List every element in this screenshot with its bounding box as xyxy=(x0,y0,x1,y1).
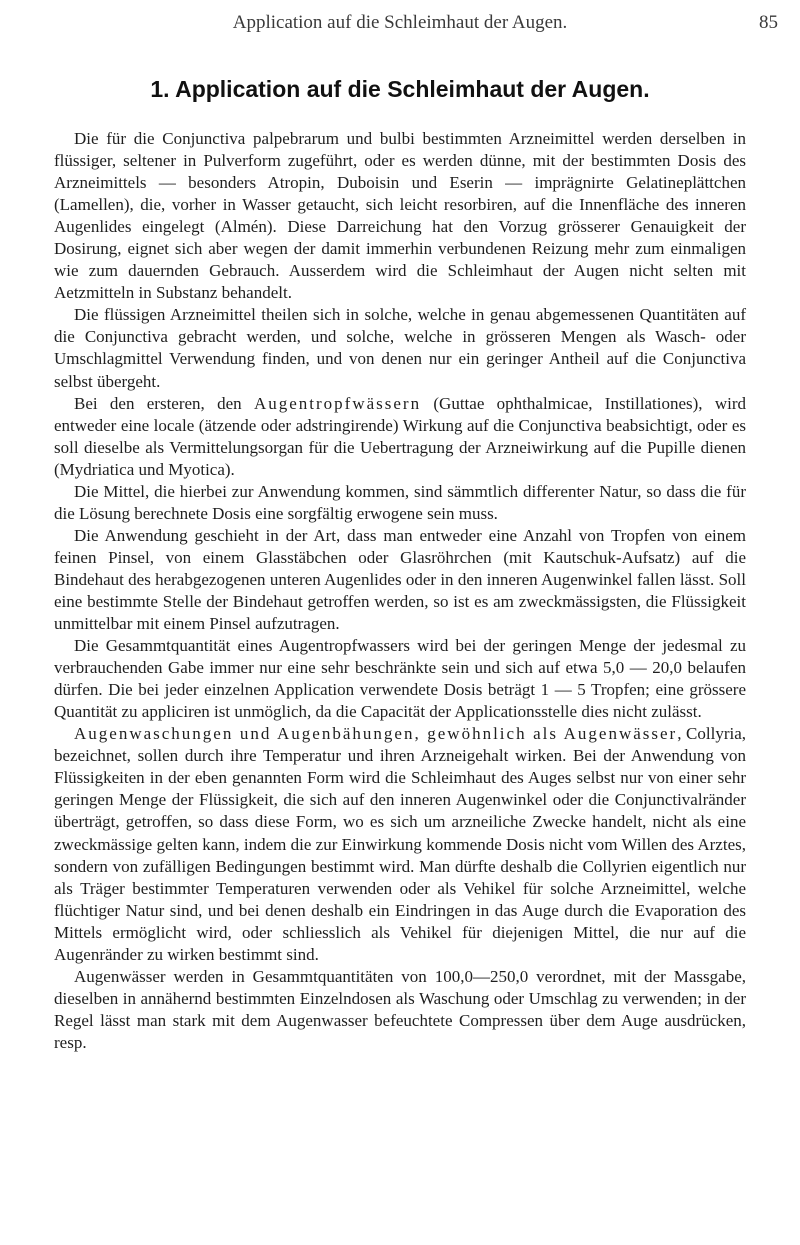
body-text xyxy=(54,128,746,1054)
running-head xyxy=(0,12,800,36)
paragraph: Die Anwendung geschieht in der Art, dass man entweder eine Anzahl von Tropfen von einem feinen Pinsel, von einem Glasstäbchen oder Glasröhrchen (mit Kautschuk-Aufsatz) auf die Bindehaut des herabgezogenen unteren Augenlides oder in den inneren Augenwinkel fallen lässt. Soll eine bestimmte Stelle der Bindehaut getroffen werden, so ist es am zweckmässigsten, die Flüssigkeit unmittelbar mit einem Pinsel aufzutragen. xyxy=(54,525,746,634)
paragraph: Die Mittel, die hierbei zur Anwendung kommen, sind sämmtlich differenter Natur, so dass die für die Lösung berechnete Dosis eine sorgfältig erwogene sein muss. xyxy=(54,481,746,523)
paragraph: Die flüssigen Arzneimittel theilen sich in solche, welche in genau abgemessenen Quantitäten auf die Conjunctiva gebracht werden, und solche, welche in grösseren Mengen als Wasch- oder Umschlagmittel Verwendung finden, und von denen nur ein geringer Antheil auf die Conjunctiva selbst übergeht. xyxy=(54,305,746,391)
section-title: 1. Application auf die Schleimhaut der Augen. xyxy=(150,76,650,102)
emphasized-term: Augentropfwässern xyxy=(253,393,422,413)
emphasized-term: Augenwaschungen und Augenbähungen, gewöhnlich als Augenwässer xyxy=(74,724,678,744)
paragraph: Die Gesammtquantität eines Augentropfwassers wird bei der geringen Menge der jedesmal zu verbrauchenden Gabe immer nur eine sehr beschränkte sein und sich auf etwa 5,0 — 20,0 belaufen dürfen. Die bei jeder einzelnen Application verwendete Dosis beträgt 1 — 5 Tropfen; eine grössere Quantität zu appliciren ist unmöglich, da die Capacität der Applicationsstelle dies nicht zulässt. xyxy=(54,636,746,722)
paragraph: Augenwässer werden in Gesammtquantitäten von 100,0—250,0 verordnet, mit der Massgabe, dieselben in annähernd bestimmten Einzelndosen als Waschung oder Umschlag zu verwenden; in der Regel lässt man stark mit dem Augenwasser befeuchtete Compressen über dem Auge ausdrücken, resp. xyxy=(54,966,746,1052)
page-number: 85 xyxy=(759,12,778,33)
paragraph: Augenwaschungen und Augenbähungen, gewöhnlich als Augenwässer, Collyria, bezeichnet, sollen durch ihre Temperatur und ihren Arzneigehalt wirken. Bei der Anwendung von Flüssigkeiten in der eben genannten Form wird die Schleimhaut des Auges selbst nur von einer sehr geringen Menge der Flüssigkeit, die sich auf den inneren Augenwinkel oder die Conjunctivalränder überträgt, getroffen, so dass diese Form, wo es sich um arzneiliche Zwecke handelt, nicht als eine zweckmässige gelten kann, indem die zur Einwirkung kommende Dosis nicht vom Willen des Arztes, sondern von zufälligen Bedingungen bestimmt wird. Man dürfte deshalb die Collyrien eigentlich nur als Träger bestimmter Temperaturen verwenden oder als Vehikel für solche Arzneimittel, welche flüchtiger Natur sind, und bei denen deshalb ein Eindringen in das Auge durch die Evaporation des Mittels ermöglicht wird, oder schliesslich als Vehikel für diejenigen Mittel, die nur auf die Augenränder zu wirken bestimmt sind. xyxy=(54,724,746,964)
paragraph: Bei den ersteren, den Augentropfwässern (Guttae ophthalmicae, Instillationes), wird entweder eine locale (ätzende oder adstringirende) Wirkung auf die Conjunctiva beabsichtigt, oder es soll dieselbe als Vermittelungsorgan für die Uebertragung der Arzneiwirkung auf die Pupille dienen (Mydriatica und Myotica). xyxy=(54,393,746,479)
running-title: Application auf die Schleimhaut der Augen. xyxy=(232,12,568,33)
paragraph: Die für die Conjunctiva palpebrarum und bulbi bestimmten Arzneimittel werden derselben in flüssiger, seltener in Pulverform zugeführt, oder es werden dünne, mit der bestimmten Dosis des Arzneimittels — besonders Atropin, Duboisin und Eserin — imprägnirte Gelatineplättchen (Lamellen), die, vorher in Wasser getaucht, sich leicht resorbiren, auf die Innenfläche des inneren Augenlides eingelegt (Almén). Diese Darreichung hat den Vorzug grösserer Genauigkeit der Dosirung, eignet sich aber wegen der damit immerhin verbundenen Reizung mehr zum einmaligen wie zum dauernden Gebrauch. Ausserdem wird die Schleimhaut der Augen nicht selten mit Aetzmitteln in Substanz behandelt. xyxy=(54,129,746,303)
